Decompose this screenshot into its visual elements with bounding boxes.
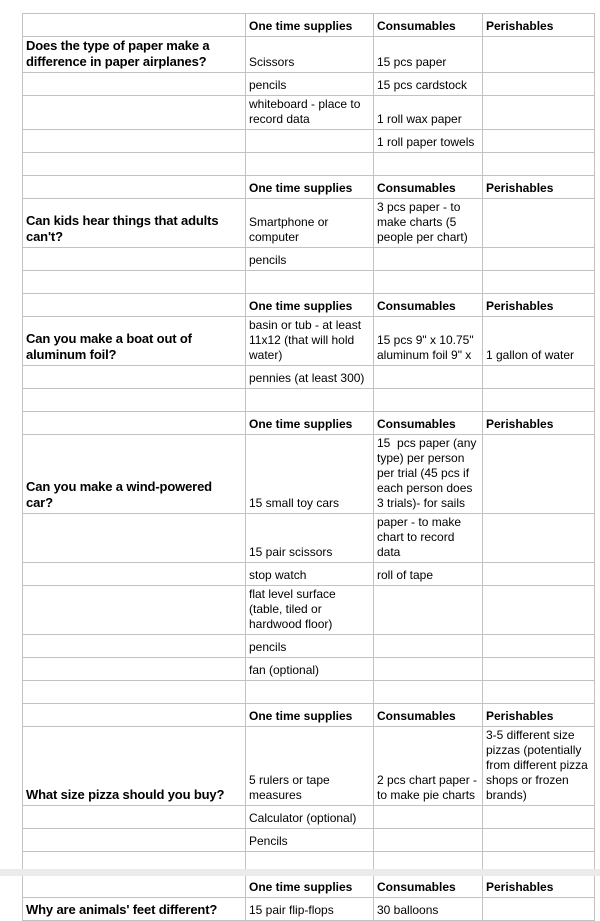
perishables-cell xyxy=(483,681,595,704)
column-header-cell: Perishables xyxy=(483,704,595,727)
table-row xyxy=(23,681,595,704)
table-row xyxy=(23,514,595,563)
consumables-cell: 15 pcs paper xyxy=(374,37,483,73)
one-time-supplies-cell: fan (optional) xyxy=(246,658,374,681)
consumables-cell xyxy=(374,366,483,389)
sheet-page xyxy=(0,13,600,917)
category-header-row xyxy=(23,412,595,435)
perishables-cell xyxy=(483,563,595,586)
table-row xyxy=(23,389,595,412)
one-time-supplies-cell xyxy=(246,130,374,153)
consumables-cell: 15 pcs paper (any type) per person per trial (45 pcs if each person does 3 trials)- for sails xyxy=(374,435,483,514)
perishables-cell xyxy=(483,635,595,658)
column-header-cell: Perishables xyxy=(483,14,595,37)
consumables-cell: 3 pcs paper - to make charts (5 people per chart) xyxy=(374,199,483,248)
one-time-supplies-cell: 15 pair scissors xyxy=(246,514,374,563)
page-bottom-edge xyxy=(0,869,600,876)
consumables-cell xyxy=(374,586,483,635)
question-cell xyxy=(23,635,246,658)
blank-corner-cell xyxy=(23,704,246,727)
perishables-cell xyxy=(483,658,595,681)
column-header-cell: Perishables xyxy=(483,412,595,435)
table-row xyxy=(23,271,595,294)
question-cell: Does the type of paper make a difference in paper airplanes? xyxy=(23,37,246,73)
question-cell xyxy=(23,829,246,852)
consumables-cell: 2 pcs chart paper - to make pie charts xyxy=(374,727,483,806)
table-row xyxy=(23,658,595,681)
consumables-cell xyxy=(374,389,483,412)
perishables-cell xyxy=(483,153,595,176)
perishables-cell xyxy=(483,389,595,412)
consumables-cell: roll of tape xyxy=(374,563,483,586)
one-time-supplies-cell: stop watch xyxy=(246,563,374,586)
one-time-supplies-cell: pennies (at least 300) xyxy=(246,366,374,389)
column-header-cell: One time supplies xyxy=(246,294,374,317)
perishables-cell xyxy=(483,37,595,73)
consumables-cell xyxy=(374,681,483,704)
one-time-supplies-cell: Scissors xyxy=(246,37,374,73)
supplies-table xyxy=(22,13,595,921)
column-header-cell: Perishables xyxy=(483,875,595,898)
table-row xyxy=(23,806,595,829)
question-cell: Can you make a wind-powered car? xyxy=(23,435,246,514)
question-cell xyxy=(23,514,246,563)
column-header-cell: Consumables xyxy=(374,412,483,435)
column-header-cell: Consumables xyxy=(374,176,483,199)
column-header-cell: One time supplies xyxy=(246,14,374,37)
category-header-row xyxy=(23,176,595,199)
question-cell xyxy=(23,73,246,96)
question-cell xyxy=(23,586,246,635)
category-header-row xyxy=(23,294,595,317)
one-time-supplies-cell xyxy=(246,153,374,176)
consumables-cell xyxy=(374,806,483,829)
table-row xyxy=(23,727,595,806)
table-row xyxy=(23,898,595,921)
question-cell: Can kids hear things that adults can't? xyxy=(23,199,246,248)
one-time-supplies-cell: basin or tub - at least 11x12 (that will hold water) xyxy=(246,317,374,366)
question-cell xyxy=(23,96,246,130)
consumables-cell xyxy=(374,658,483,681)
table-row xyxy=(23,248,595,271)
column-header-cell: Consumables xyxy=(374,294,483,317)
one-time-supplies-cell: pencils xyxy=(246,73,374,96)
table-row xyxy=(23,199,595,248)
one-time-supplies-cell xyxy=(246,271,374,294)
consumables-cell: 30 balloons xyxy=(374,898,483,921)
consumables-cell xyxy=(374,153,483,176)
perishables-cell xyxy=(483,130,595,153)
one-time-supplies-cell xyxy=(246,389,374,412)
table-row xyxy=(23,635,595,658)
consumables-cell xyxy=(374,829,483,852)
table-row xyxy=(23,366,595,389)
perishables-cell xyxy=(483,199,595,248)
one-time-supplies-cell: Pencils xyxy=(246,829,374,852)
table-row xyxy=(23,829,595,852)
question-cell xyxy=(23,563,246,586)
table-row xyxy=(23,153,595,176)
consumables-cell: 15 pcs 9" x 10.75" aluminum foil 9" x xyxy=(374,317,483,366)
perishables-cell xyxy=(483,248,595,271)
consumables-cell: 1 roll wax paper xyxy=(374,96,483,130)
consumables-cell xyxy=(374,248,483,271)
consumables-cell xyxy=(374,271,483,294)
question-cell: Why are animals' feet different? xyxy=(23,898,246,921)
table-row xyxy=(23,317,595,366)
column-header-cell: Consumables xyxy=(374,14,483,37)
column-header-cell: Consumables xyxy=(374,704,483,727)
question-cell xyxy=(23,248,246,271)
column-header-cell: One time supplies xyxy=(246,704,374,727)
question-cell xyxy=(23,153,246,176)
one-time-supplies-cell xyxy=(246,681,374,704)
perishables-cell: 3-5 different size pizzas (potentially from different pizza shops or frozen brands) xyxy=(483,727,595,806)
blank-corner-cell xyxy=(23,176,246,199)
question-cell xyxy=(23,130,246,153)
column-header-cell: Perishables xyxy=(483,176,595,199)
table-row xyxy=(23,435,595,514)
question-cell xyxy=(23,271,246,294)
perishables-cell: 1 gallon of water xyxy=(483,317,595,366)
category-header-row xyxy=(23,875,595,898)
perishables-cell xyxy=(483,271,595,294)
one-time-supplies-cell: pencils xyxy=(246,248,374,271)
consumables-cell xyxy=(374,635,483,658)
table-row xyxy=(23,586,595,635)
table-row xyxy=(23,37,595,73)
question-cell xyxy=(23,389,246,412)
question-cell xyxy=(23,806,246,829)
perishables-cell xyxy=(483,514,595,563)
one-time-supplies-cell: 15 pair flip-flops xyxy=(246,898,374,921)
consumables-cell: 1 roll paper towels xyxy=(374,130,483,153)
perishables-cell xyxy=(483,73,595,96)
blank-corner-cell xyxy=(23,14,246,37)
table-row xyxy=(23,96,595,130)
perishables-cell xyxy=(483,435,595,514)
column-header-cell: Consumables xyxy=(374,875,483,898)
one-time-supplies-cell: whiteboard - place to record data xyxy=(246,96,374,130)
perishables-cell xyxy=(483,586,595,635)
table-row xyxy=(23,130,595,153)
blank-corner-cell xyxy=(23,875,246,898)
table-row xyxy=(23,73,595,96)
blank-corner-cell xyxy=(23,294,246,317)
perishables-cell xyxy=(483,96,595,130)
question-cell: What size pizza should you buy? xyxy=(23,727,246,806)
one-time-supplies-cell: 15 small toy cars xyxy=(246,435,374,514)
perishables-cell xyxy=(483,806,595,829)
category-header-row xyxy=(23,704,595,727)
one-time-supplies-cell: flat level surface (table, tiled or hardwood floor) xyxy=(246,586,374,635)
question-cell xyxy=(23,658,246,681)
question-cell xyxy=(23,366,246,389)
one-time-supplies-cell: 5 rulers or tape measures xyxy=(246,727,374,806)
perishables-cell xyxy=(483,829,595,852)
one-time-supplies-cell: Calculator (optional) xyxy=(246,806,374,829)
blank-corner-cell xyxy=(23,412,246,435)
one-time-supplies-cell: Smartphone or computer xyxy=(246,199,374,248)
perishables-cell xyxy=(483,366,595,389)
question-cell: Can you make a boat out of aluminum foil? xyxy=(23,317,246,366)
consumables-cell: paper - to make chart to record data xyxy=(374,514,483,563)
perishables-cell xyxy=(483,898,595,921)
column-header-cell: One time supplies xyxy=(246,176,374,199)
column-header-cell: One time supplies xyxy=(246,412,374,435)
question-cell xyxy=(23,681,246,704)
one-time-supplies-cell: pencils xyxy=(246,635,374,658)
table-row xyxy=(23,563,595,586)
column-header-cell: One time supplies xyxy=(246,875,374,898)
category-header-row xyxy=(23,14,595,37)
column-header-cell: Perishables xyxy=(483,294,595,317)
consumables-cell: 15 pcs cardstock xyxy=(374,73,483,96)
